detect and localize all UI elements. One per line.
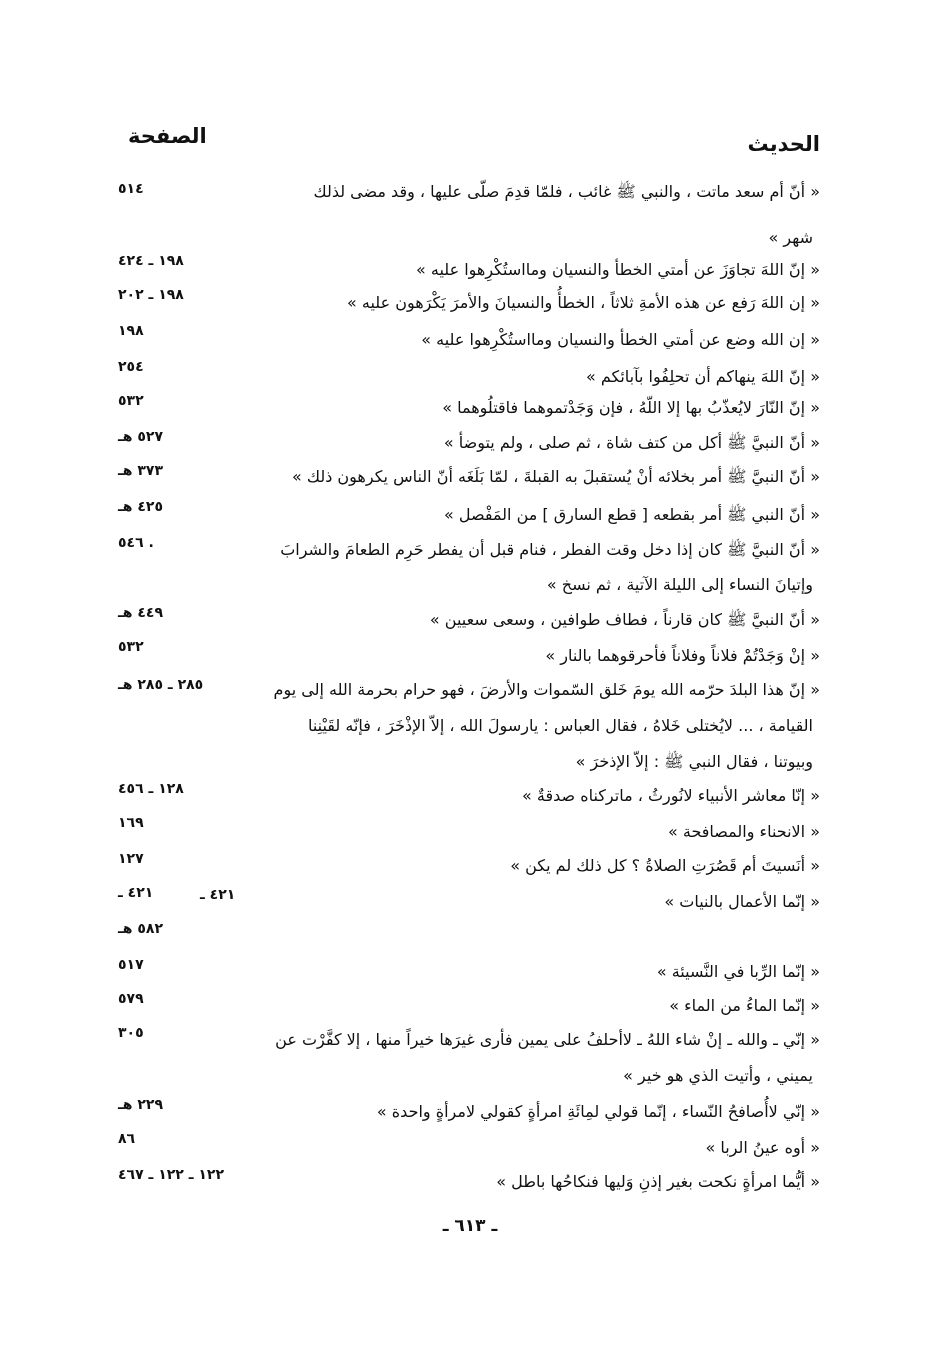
hadith-line: « إنّ اللهَ تجاوَزَ عن أمتي الخطأ والنسيان ومااستُكْرِهوا عليه »: [415, 260, 820, 279]
page-ref: . ٥٤٦: [118, 535, 154, 551]
hadith-line: « إنْ وَجَدْتُمْ فلاناً وفلاناً فأحرقوهما بالنار »: [545, 646, 820, 665]
page-ref: ٥٣٢: [118, 393, 144, 409]
page-ref: ٤٢١ ـ: [200, 887, 236, 903]
hadith-line: « إنّما الرِّبا في النَّسيئة »: [656, 962, 820, 981]
page-ref: ٤٢١ ـ: [118, 885, 154, 901]
hadith-line: « أنَسيتَ أم قَصُرَتِ الصلاةُ ؟ كل ذلك لم يكن »: [510, 856, 820, 875]
hadith-line: « أنّ النبيَّ ﷺ أمر بخلائه أنْ يُستقبلَ به القبلةَ ، لمّا بَلَغَه أنّ الناس يكرهون ذلك »: [291, 467, 820, 486]
hadith-line: « إنّا معاشر الأنبياء لانُورثُ ، ماتركناه صدقةٌ »: [522, 786, 820, 805]
page-ref: ١٢٨ ـ ٤٥٦: [118, 781, 184, 797]
page-ref: ١٩٨: [118, 323, 144, 339]
page-ref: ٨٦: [118, 1131, 136, 1147]
hadith-line: « إن اللهَ رَفع عن هذه الأمةِ ثلاثاً ، الخطأُ والنسيانَ والأمرَ يَكْرَهون عليه »: [347, 293, 820, 312]
page-ref: ٤٢٥ هـ: [118, 499, 164, 515]
hadith-line: وإتيانَ النساء إلى الليلة الآتية ، ثم نسخ »: [546, 575, 813, 594]
page-ref: ٢٢٩ هـ: [118, 1097, 164, 1113]
hadith-line: « إنّما الماءُ من الماء »: [669, 996, 820, 1015]
hadith-line: « إنّي ـ والله ـ إنْ شاء اللهُ ـ لاأحلفُ على يمين فأرى غيرَها خيراً منها ، إلا كفَّرْت عن: [275, 1030, 820, 1049]
hadith-line: « أوه عينُ الربا »: [705, 1138, 820, 1157]
hadith-line: « إنّما الأعمال بالنيات »: [664, 892, 820, 911]
page-ref: ٥٧٩: [118, 991, 144, 1007]
page-ref: ٥٢٧ هـ: [118, 429, 164, 445]
hadith-line: « أنّ النبيَّ ﷺ كان قارناً ، فطاف طوافين ، وسعى سعيين »: [429, 610, 820, 629]
page-ref: ٥١٧: [118, 957, 144, 973]
page-ref: ٣٧٣ هـ: [118, 463, 164, 479]
page-ref: ٢٥٤: [118, 359, 144, 375]
page-ref: ٥٨٢ هـ: [118, 921, 164, 937]
page-ref: ٢٨٥ ـ ٢٨٥ هـ: [118, 677, 204, 693]
hadith-line: « إنّ اللهَ ينهاكم أن تحلِفُوا بآبائكم »: [585, 367, 820, 386]
page-ref: ١٢٢ ـ ١٢٢ ـ ٤٦٧: [118, 1167, 225, 1183]
hadith-line: « إنّ النّارَ لايُعذّبُ بها إلا اللّهُ ، فإن وَجَدْتموهما فاقتلُوهما »: [442, 398, 820, 417]
hadith-line: « أنّ أم سعد ماتت ، والنبي ﷺ غائب ، فلمّا قدِمَ صلّى عليها ، وقد مضى لذلك: [313, 182, 820, 201]
hadith-line: « أنّ النبي ﷺ أمر بقطعه [ قطع السارق ] من المَفْصل »: [443, 505, 820, 524]
hadith-line: « إن الله وضع عن أمتي الخطأ والنسيان ومااستُكْرِهوا عليه »: [421, 330, 820, 349]
page-ref: ١٢٧: [118, 851, 144, 867]
hadith-line: يميني ، وأتيت الذي هو خير »: [623, 1066, 813, 1085]
column-header-hadith: الحديث: [747, 132, 820, 156]
hadith-line: « أيُّما امرأةٍ نكحت بغير إذنِ وَليها فنكاحُها باطل »: [496, 1172, 820, 1191]
hadith-line: وبيوتنا ، فقال النبي ﷺ : إلاّ الإذخرَ »: [575, 752, 813, 771]
page-ref: ١٩٨ ـ ٢٠٢: [118, 287, 184, 303]
page-ref: ١٩٨ ـ ٤٢٤: [118, 253, 184, 269]
column-header-page: الصفحة: [128, 124, 207, 148]
page-ref: ٥٣٢: [118, 639, 144, 655]
page-ref: ٤٤٩ هـ: [118, 605, 164, 621]
hadith-line: « الانحناء والمصافحة »: [667, 822, 820, 841]
hadith-line: القيامة ، ... لايُختلى خَلاهُ ، فقال العباس : يارسولَ الله ، إلاّ الإذْخَرَ ، فإنّه لقَيْنِنا: [307, 716, 813, 735]
page-number: ـ ٦١٣ ـ: [442, 1216, 498, 1236]
hadith-line: « إنّي لاأُصافحُ النّساء ، إنّما قولي لمِائَةِ امرأةٍ كقولي لامرأةٍ واحدة »: [376, 1102, 820, 1121]
page-ref: ٣٠٥: [118, 1025, 144, 1041]
hadith-line: شهر »: [768, 228, 813, 247]
hadith-line: « أنّ النبيَّ ﷺ أكل من كتف شاة ، ثم صلى ، ولم يتوضأ »: [443, 433, 820, 452]
hadith-line: « إنّ هذا البلدَ حرّمه الله يومَ خَلق السّموات والأرضَ ، فهو حرام بحرمة الله إلى يوم: [273, 680, 820, 699]
page-ref: ١٦٩: [118, 815, 144, 831]
hadith-line: « أنّ النبيَّ ﷺ كان إذا دخل وقت الفطر ، فنام قبل أن يفطر حَرِم الطعامَ والشرابَ: [280, 540, 820, 559]
page-ref: ٥١٤: [118, 181, 144, 197]
